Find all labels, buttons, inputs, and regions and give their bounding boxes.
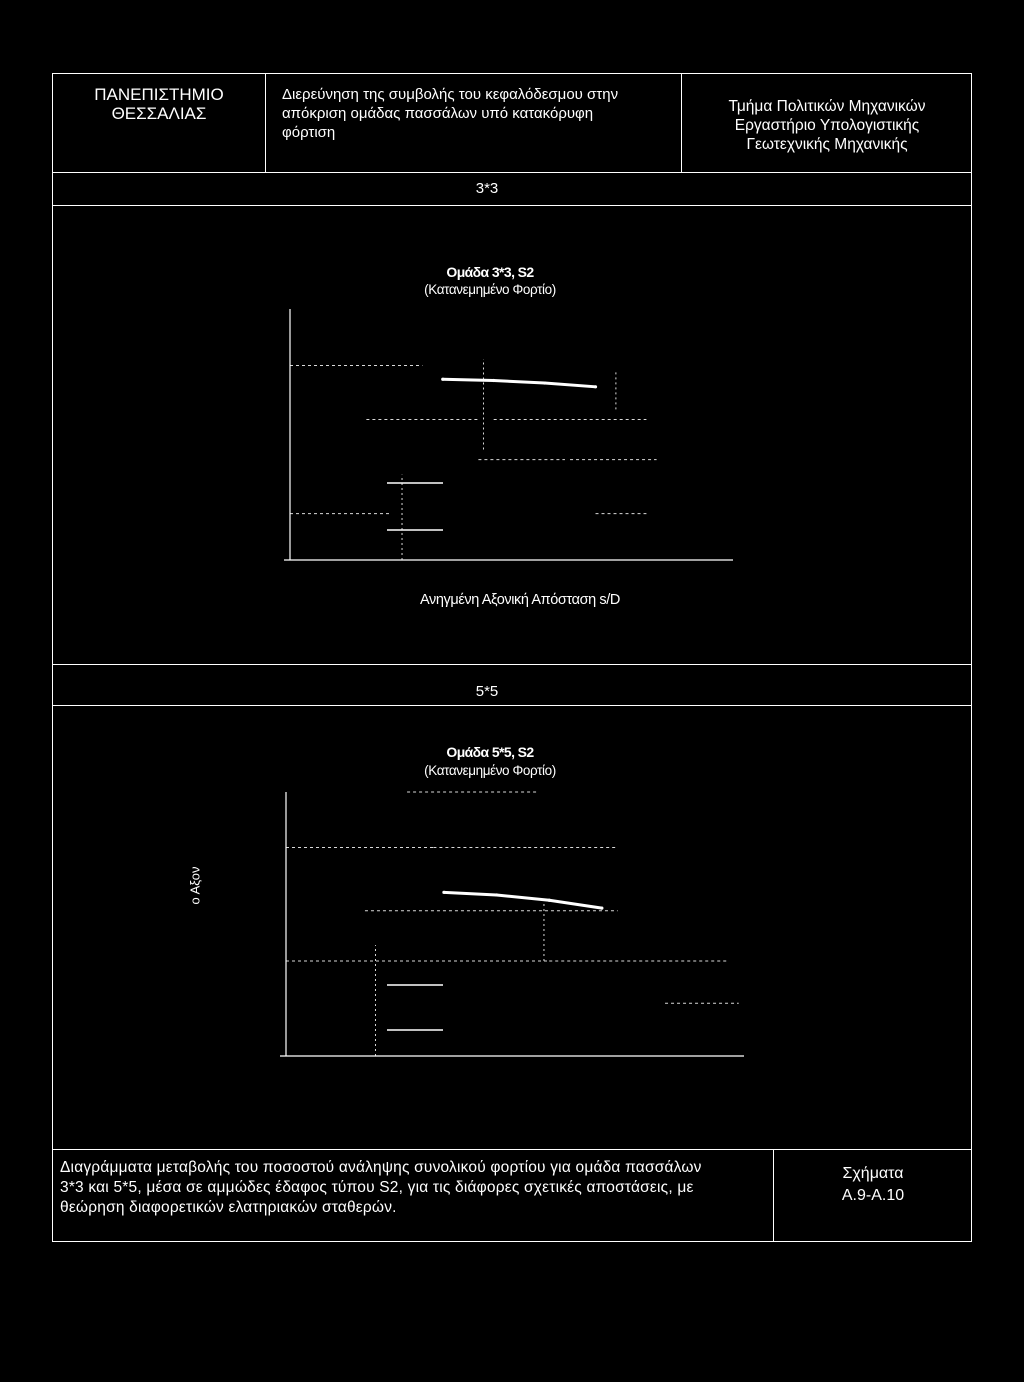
study-title-line-1: Διερεύνηση της συμβολής του κεφαλόδεσμου στην [282, 86, 619, 103]
study-title-line-2: απόκριση ομάδας πασσάλων υπό κατακόρυφη [282, 105, 594, 122]
chart-2-point-4 [600, 907, 603, 910]
caption-line-3: θεώρηση διαφορετικών ελατηριακών σταθερών. [60, 1199, 397, 1216]
chart-2-title: Ομάδα 5*5, S2 [446, 744, 534, 760]
department-line-3: Γεωτεχνικής Μηχανικής [746, 136, 908, 153]
figure-numbers-cell [774, 1163, 972, 1207]
chart-2-point-2 [495, 893, 498, 896]
chart-1-title: Ομάδα 3*3, S2 [446, 264, 534, 280]
chart-1-point-3 [543, 381, 546, 384]
chart-2-subtitle: (Κατανεμημένο Φορτίο) [424, 763, 556, 778]
chart-1-point-4 [594, 385, 597, 388]
chart-1-series-line-1 [443, 379, 596, 387]
university-line-2: ΘΕΣΣΑΛΙΑΣ [111, 104, 207, 123]
chart-2-series-line-1 [444, 892, 602, 908]
department-line-1: Τμήμα Πολιτικών Μηχανικών [728, 98, 926, 115]
chart-1-x-axis-label: Ανηγμένη Αξονική Απόσταση s/D [420, 592, 620, 608]
chart-1-point-2 [492, 379, 495, 382]
figures-numbers: Α.9-Α.10 [841, 1187, 905, 1204]
chart-1-subtitle: (Κατανεμημένο Φορτίο) [424, 282, 556, 297]
study-title-line-3: φόρτιση [282, 124, 336, 141]
chart-2-y-axis-label: ο Αξον [187, 866, 203, 905]
chart-1-point-1 [441, 378, 444, 381]
section-label-3x3: 3*3 [475, 180, 499, 197]
chart-2-point-1 [442, 891, 445, 894]
caption-line-1: Διαγράμματα μεταβολής του ποσοστού ανάληψης συνολικού φορτίου για ομάδα πασσάλων [60, 1159, 702, 1176]
section-label-5x5: 5*5 [475, 683, 499, 700]
figures-label: Σχήματα [842, 1165, 904, 1182]
university-line-1: ΠΑΝΕΠΙΣΤΗΜΙΟ [94, 85, 224, 104]
caption-line-2: 3*3 και 5*5, μέσα σε αμμώδες έδαφος τύπου S2, για τις διάφορες σχετικές αποστάσεις, με [60, 1179, 694, 1196]
chart-2-point-3 [548, 899, 551, 902]
department-line-2: Εργαστήριο Υπολογιστικής [734, 117, 920, 134]
figure-caption [60, 1158, 770, 1218]
